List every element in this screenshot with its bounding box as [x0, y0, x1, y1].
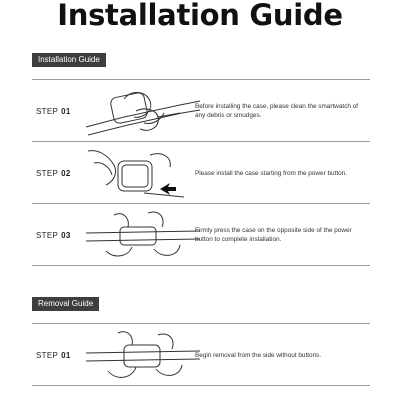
step-label: STEP 01: [36, 107, 71, 116]
step-description: Please install the case starting from the power button.: [195, 170, 348, 177]
divider: [32, 265, 370, 266]
step-description: Firmly press the case on the opposite side of the power button to complete installation.: [195, 227, 352, 243]
step-label: STEP 02: [36, 169, 71, 178]
attaching-case-illustration: [84, 145, 202, 201]
removing-case-illustration: [84, 327, 202, 383]
installation-guide-tag: Installation Guide: [32, 53, 106, 67]
step-label: STEP 03: [36, 231, 71, 240]
installation-step-3: [32, 204, 370, 265]
step-label: STEP 01: [36, 351, 71, 360]
installation-step-1: [32, 80, 370, 141]
divider: [32, 385, 370, 386]
pressing-case-illustration: [84, 207, 202, 263]
step-description: Before installing the case, please clean the smartwatch of any debris or smudges.: [195, 103, 359, 119]
removal-step-1: [32, 324, 370, 385]
page-title: Installation Guide: [57, 0, 343, 32]
installation-step-2: [32, 142, 370, 203]
step-description: Begin removal from the side without buttons.: [195, 352, 322, 359]
removal-guide-tag: Removal Guide: [32, 297, 99, 311]
cleaning-watch-illustration: [84, 83, 202, 139]
